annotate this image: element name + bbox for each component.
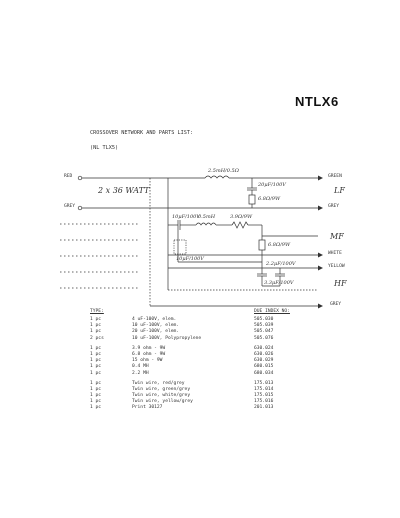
parts-row: [90, 371, 320, 377]
part-description: Twin wire, yellow/grey: [132, 399, 193, 405]
part-code: 175.016: [254, 399, 274, 405]
parts-row: [90, 405, 320, 411]
input-label-grey: GREY: [64, 204, 76, 209]
parts-body: [90, 317, 320, 412]
part-qty: 1 pc: [90, 351, 102, 357]
output-label-green: GREEN: [328, 174, 342, 179]
part-description: 6.8 ohm - 9W: [132, 351, 166, 357]
part-description: Twin wire, white/grey: [132, 393, 191, 399]
part-description: 0.4 MH: [132, 364, 149, 370]
part-code: 505.030: [254, 317, 274, 322]
part-description: 10 uF-100V, elem.: [132, 323, 180, 329]
part-code: 630.026: [254, 351, 274, 357]
part-description: 3.9 ohm - 9W: [132, 345, 166, 351]
part-code: 505.047: [254, 329, 274, 335]
inductor-coil-mf: [196, 223, 216, 225]
resistor-zigzag: [232, 222, 248, 228]
input-label-red: RED: [64, 174, 73, 179]
component-note: 2.5mH/0.5Ω: [208, 168, 239, 174]
component-note: 6.8Ω/9W: [258, 196, 281, 202]
part-qty: 1 pc: [90, 386, 102, 392]
arrow-output: [318, 253, 323, 258]
part-code: 630.029: [254, 358, 274, 364]
part-qty: 1 pc: [90, 329, 102, 335]
part-qty: 1 pc: [90, 358, 102, 364]
output-label-hf: HF: [334, 279, 347, 288]
component-note: 2.2μF/100V: [266, 261, 296, 267]
model-title: NTLX6: [295, 94, 339, 109]
shunt-box: [174, 240, 186, 254]
component-note: 0.5mH: [198, 214, 216, 220]
part-code: 175.015: [254, 393, 274, 399]
arrow-output: [318, 266, 323, 271]
part-description: 4 uF-100V, elem.: [132, 317, 177, 322]
component-note: 20μF/100V: [258, 182, 286, 188]
part-code: 680.015: [254, 364, 274, 370]
component-note: 10μF/100V: [176, 256, 204, 262]
arrow-output: [318, 304, 323, 309]
part-qty: 1 pc: [90, 345, 102, 351]
output-label-yellow: YELLOW: [328, 264, 345, 269]
part-description: 20 uF-100V, elem.: [132, 329, 180, 335]
parts-row: [90, 336, 320, 342]
section-heading: CROSSOVER NETWORK AND PARTS LIST:: [90, 130, 194, 136]
part-code: 680.034: [254, 370, 274, 376]
part-description: Twin wire, red/grey: [132, 380, 185, 386]
output-label-grey: GREY: [328, 204, 340, 209]
part-description: Twin wire, green/grey: [132, 386, 191, 392]
part-qty: 1 pc: [90, 380, 102, 386]
part-qty: 1 pc: [90, 364, 102, 370]
input-note: 2 x 36 WATT: [98, 186, 150, 195]
output-label-mf: MF: [330, 232, 344, 241]
part-description: Print 30127: [132, 405, 163, 411]
part-qty: 2 pcs: [90, 335, 104, 341]
parts-list: [90, 309, 320, 412]
part-code: 175.014: [254, 386, 274, 392]
terminal-input: [78, 206, 82, 210]
part-code: 505.076: [254, 335, 274, 341]
part-qty: 1 pc: [90, 393, 102, 399]
section-subheading: (NL TLX5): [90, 145, 119, 151]
part-code: 630.024: [254, 345, 274, 351]
part-description: 15 ohm - 9W: [132, 358, 163, 364]
component-note: 3.9Ω/9W: [230, 214, 253, 220]
inductor-coil: [205, 176, 229, 178]
terminal-input: [78, 176, 82, 180]
resistor-body: [249, 195, 255, 204]
part-qty: 1 pc: [90, 317, 102, 322]
part-code: 175.013: [254, 380, 274, 386]
part-description: 10 uF-100V, Polypropylene: [132, 335, 202, 341]
part-qty: 1 pc: [90, 370, 102, 376]
part-code: 201.013: [254, 405, 274, 411]
arrow-output: [318, 206, 323, 211]
output-label-grey-bottom: GREY: [330, 302, 342, 307]
component-note: 3.3μF/100V: [264, 280, 294, 286]
part-qty: 1 pc: [90, 405, 102, 411]
part-code: 505.039: [254, 323, 274, 329]
parts-header-code: DUE INDEX NO:: [254, 309, 290, 314]
arrow-output: [318, 176, 323, 181]
resistor-body-mf: [259, 240, 265, 250]
parts-header-type: TYPE:: [90, 309, 104, 314]
output-label-white: WHITE: [328, 251, 342, 256]
output-label-lf: LF: [334, 186, 345, 195]
part-description: 2.2 MH: [132, 370, 149, 376]
component-note: 6.8Ω/9W: [268, 242, 291, 248]
part-qty: 1 pc: [90, 323, 102, 329]
part-qty: 1 pc: [90, 399, 102, 405]
component-note: 10μF/100V: [172, 214, 200, 220]
